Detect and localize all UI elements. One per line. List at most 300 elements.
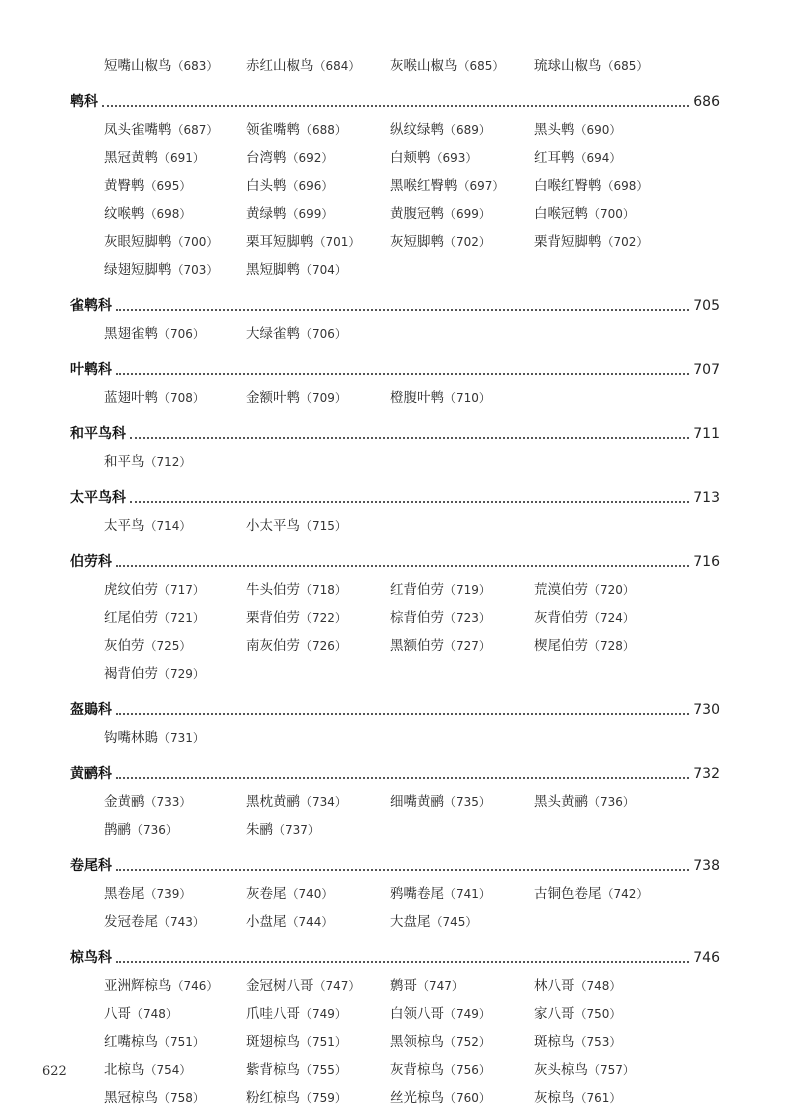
- paren-open: （: [444, 1007, 457, 1021]
- species-entry: [534, 228, 648, 256]
- species-name: 南灰伯劳: [246, 638, 300, 654]
- paren-open: （: [444, 235, 457, 249]
- species-entry: [104, 1084, 205, 1112]
- species-name: 白领八哥: [390, 1006, 444, 1022]
- paren-close: ）: [165, 1007, 178, 1021]
- paren-close: ）: [478, 235, 491, 249]
- species-name: 凤头雀嘴鹎: [104, 122, 172, 138]
- paren-open: （: [300, 391, 313, 405]
- paren-close: ）: [334, 123, 347, 137]
- species-name: 小盘尾: [246, 914, 287, 930]
- species-page-number: 702: [456, 235, 479, 249]
- species-page-number: 699: [456, 207, 479, 221]
- species-entry: [390, 880, 491, 908]
- paren-open: （: [158, 915, 171, 929]
- species-name: 灰眼短脚鹎: [104, 234, 172, 250]
- species-name: 纹喉鹎: [104, 206, 145, 222]
- paren-close: ）: [492, 179, 505, 193]
- species-name: 红嘴椋鸟: [104, 1034, 158, 1050]
- species-page-number: 727: [456, 639, 479, 653]
- dot-leader: [116, 961, 689, 963]
- species-name: 虎纹伯劳: [104, 582, 158, 598]
- species-entry: [246, 816, 320, 844]
- species-name: 白头鹎: [246, 178, 287, 194]
- species-name: 领雀嘴鹎: [246, 122, 300, 138]
- species-entry: [104, 972, 218, 1000]
- species-page-number: 685: [469, 59, 493, 73]
- family-heading: [70, 484, 720, 512]
- paren-open: （: [131, 1007, 144, 1021]
- species-name: 黑卷尾: [104, 886, 145, 902]
- paren-open: （: [588, 1063, 601, 1077]
- species-name: 白喉冠鹎: [534, 206, 588, 222]
- species-entry: [534, 576, 635, 604]
- family-page-number: 746: [693, 950, 720, 966]
- paren-open: （: [444, 391, 457, 405]
- paren-close: ）: [609, 1035, 622, 1049]
- species-row: [104, 256, 720, 284]
- species-entry: [534, 1056, 635, 1084]
- species-name: 短嘴山椒鸟: [104, 58, 172, 74]
- species-page-number: 736: [143, 823, 166, 837]
- species-entry: [390, 1056, 491, 1084]
- species-name: 白喉红臀鹎: [534, 178, 602, 194]
- species-page-number: 704: [312, 263, 335, 277]
- species-row: [104, 512, 720, 540]
- paren-close: ）: [321, 151, 334, 165]
- dot-leader: [116, 309, 689, 311]
- species-page-number: 724: [600, 611, 623, 625]
- species-page-number: 744: [298, 915, 322, 929]
- paren-open: （: [444, 1035, 457, 1049]
- species-name: 红背伯劳: [390, 582, 444, 598]
- paren-open: （: [430, 915, 443, 929]
- species-name: 黑头黄鹂: [534, 794, 588, 810]
- family-page-number: 716: [693, 554, 720, 570]
- species-name: 黑冠黄鹎: [104, 150, 158, 166]
- paren-close: ）: [478, 583, 491, 597]
- paren-open: （: [273, 823, 286, 837]
- species-row: [104, 1084, 720, 1112]
- species-entry: [246, 1056, 347, 1084]
- species-name: 琉球山椒鸟: [534, 58, 602, 74]
- species-entry: [246, 512, 347, 540]
- species-page-number: 748: [586, 979, 610, 993]
- species-page-number: 710: [456, 391, 479, 405]
- species-page-number: 701: [325, 235, 349, 249]
- family-name: 雀鹎科: [70, 298, 112, 314]
- species-page-number: 697: [469, 179, 493, 193]
- paren-open: （: [144, 207, 157, 221]
- species-name: 牛头伯劳: [246, 582, 300, 598]
- species-page-number: 689: [456, 123, 479, 137]
- species-page-number: 757: [600, 1063, 623, 1077]
- species-page-number: 694: [586, 151, 610, 165]
- species-name: 丝光椋鸟: [390, 1090, 444, 1106]
- species-entry: [390, 200, 491, 228]
- species-name: 赤红山椒鸟: [246, 58, 314, 74]
- species-page-number: 699: [298, 207, 322, 221]
- species-name: 鹩哥: [390, 978, 417, 994]
- paren-close: ）: [478, 207, 491, 221]
- species-entry: [534, 788, 635, 816]
- paren-close: ）: [179, 795, 192, 809]
- species-page-number: 741: [456, 887, 479, 901]
- species-row: [104, 116, 720, 144]
- paren-open: （: [158, 391, 171, 405]
- family-page-number: 738: [693, 858, 720, 874]
- species-page-number: 747: [325, 979, 349, 993]
- paren-open: （: [300, 639, 313, 653]
- paren-close: ）: [206, 59, 219, 73]
- species-page-number: 737: [285, 823, 308, 837]
- species-name: 钩嘴林鵙: [104, 730, 158, 746]
- species-page-number: 698: [613, 179, 637, 193]
- species-row: [104, 52, 720, 80]
- species-page-number: 749: [312, 1007, 335, 1021]
- paren-close: ）: [478, 639, 491, 653]
- paren-open: （: [300, 1035, 313, 1049]
- species-page-number: 735: [456, 795, 479, 809]
- species-entry: [104, 632, 191, 660]
- species-name: 绿翅短脚鹎: [104, 262, 172, 278]
- species-page-number: 700: [600, 207, 623, 221]
- species-page-number: 756: [456, 1063, 479, 1077]
- paren-open: （: [313, 59, 326, 73]
- family-heading: [70, 760, 720, 788]
- paren-close: ）: [179, 639, 192, 653]
- species-entry: [246, 576, 347, 604]
- species-row: [104, 228, 720, 256]
- species-name: 黑冠椋鸟: [104, 1090, 158, 1106]
- paren-open: （: [286, 207, 299, 221]
- species-page-number: 747: [429, 979, 452, 993]
- paren-close: ）: [179, 207, 192, 221]
- paren-close: ）: [636, 887, 649, 901]
- paren-close: ）: [478, 887, 491, 901]
- species-name: 灰背伯劳: [534, 610, 588, 626]
- paren-close: ）: [609, 123, 622, 137]
- paren-close: ）: [206, 235, 219, 249]
- species-entry: [534, 1084, 621, 1112]
- paren-open: （: [574, 979, 587, 993]
- paren-open: （: [574, 1007, 587, 1021]
- species-entry: [534, 1000, 621, 1028]
- paren-close: ）: [465, 915, 478, 929]
- paren-open: （: [457, 59, 470, 73]
- family-name: 太平鸟科: [70, 490, 126, 506]
- paren-close: ）: [334, 639, 347, 653]
- paren-close: ）: [478, 1091, 491, 1105]
- species-row: [104, 1056, 720, 1084]
- species-entry: [246, 144, 333, 172]
- family-heading: [70, 852, 720, 880]
- species-name: 蓝翅叶鹎: [104, 390, 158, 406]
- species-name: 橙腹叶鹎: [390, 390, 444, 406]
- family-name: 盔鵙科: [70, 702, 112, 718]
- paren-close: ）: [609, 979, 622, 993]
- species-name: 发冠卷尾: [104, 914, 158, 930]
- paren-close: ）: [192, 667, 205, 681]
- paren-open: （: [158, 1091, 171, 1105]
- species-entry: [534, 200, 635, 228]
- paren-open: （: [286, 887, 299, 901]
- species-entry: [246, 632, 347, 660]
- species-page-number: 743: [170, 915, 193, 929]
- species-entry: [104, 116, 218, 144]
- species-name: 亚洲辉椋鸟: [104, 978, 172, 994]
- species-page-number: 709: [312, 391, 335, 405]
- paren-close: ）: [179, 179, 192, 193]
- species-name: 金冠树八哥: [246, 978, 314, 994]
- species-page-number: 708: [170, 391, 193, 405]
- species-row: [104, 172, 720, 200]
- species-page-number: 683: [183, 59, 207, 73]
- paren-open: （: [300, 1007, 313, 1021]
- species-name: 家八哥: [534, 1006, 575, 1022]
- paren-open: （: [300, 611, 313, 625]
- paren-open: （: [300, 327, 313, 341]
- species-entry: [534, 972, 621, 1000]
- species-name: 大盘尾: [390, 914, 431, 930]
- species-entry: [104, 908, 205, 936]
- species-page-number: 719: [456, 583, 479, 597]
- paren-close: ）: [179, 887, 192, 901]
- paren-open: （: [300, 1091, 313, 1105]
- species-row: [104, 576, 720, 604]
- paren-close: ）: [179, 519, 192, 533]
- species-page-number: 723: [456, 611, 479, 625]
- species-name: 爪哇八哥: [246, 1006, 300, 1022]
- species-entry: [104, 384, 205, 412]
- species-entry: [390, 144, 477, 172]
- species-name: 金黄鹂: [104, 794, 145, 810]
- species-entry: [104, 724, 205, 752]
- paren-open: （: [300, 795, 313, 809]
- species-page-number: 720: [600, 583, 623, 597]
- paren-open: （: [144, 179, 157, 193]
- paren-open: （: [171, 263, 184, 277]
- paren-open: （: [158, 667, 171, 681]
- species-name: 鸦嘴卷尾: [390, 886, 444, 902]
- species-row: [104, 320, 720, 348]
- paren-open: （: [444, 795, 457, 809]
- dot-leader: [116, 565, 689, 567]
- species-name: 灰头椋鸟: [534, 1062, 588, 1078]
- paren-open: （: [574, 1035, 587, 1049]
- species-name: 白颊鹎: [390, 150, 431, 166]
- species-name: 楔尾伯劳: [534, 638, 588, 654]
- paren-close: ）: [451, 979, 464, 993]
- paren-close: ）: [465, 151, 478, 165]
- species-name: 褐背伯劳: [104, 666, 158, 682]
- species-entry: [104, 660, 205, 688]
- paren-close: ）: [636, 179, 649, 193]
- paren-open: （: [144, 455, 157, 469]
- paren-open: （: [430, 151, 443, 165]
- species-entry: [246, 172, 333, 200]
- paren-close: ）: [622, 611, 635, 625]
- species-entry: [246, 880, 333, 908]
- paren-open: （: [574, 123, 587, 137]
- paren-close: ）: [192, 611, 205, 625]
- paren-open: （: [158, 731, 171, 745]
- paren-close: ）: [478, 1063, 491, 1077]
- species-entry: [246, 256, 347, 284]
- paren-close: ）: [334, 1007, 347, 1021]
- species-entry: [104, 448, 191, 476]
- species-entry: [104, 200, 191, 228]
- paren-close: ）: [179, 1063, 192, 1077]
- paren-close: ）: [192, 1035, 205, 1049]
- species-row: [104, 448, 720, 476]
- paren-open: （: [144, 519, 157, 533]
- species-page-number: 745: [442, 915, 466, 929]
- species-name: 棕背伯劳: [390, 610, 444, 626]
- paren-open: （: [588, 795, 601, 809]
- paren-close: ）: [478, 795, 491, 809]
- species-name: 纵纹绿鹎: [390, 122, 444, 138]
- species-row: [104, 816, 720, 844]
- species-page-number: 749: [456, 1007, 479, 1021]
- species-entry: [390, 52, 504, 80]
- paren-open: （: [171, 123, 184, 137]
- species-name: 台湾鹎: [246, 150, 287, 166]
- paren-open: （: [417, 979, 430, 993]
- species-name: 小太平鸟: [246, 518, 300, 534]
- dot-leader: [102, 105, 689, 107]
- species-name: 古铜色卷尾: [534, 886, 602, 902]
- species-page-number: 751: [170, 1035, 193, 1049]
- species-entry: [534, 144, 621, 172]
- species-name: 栗背伯劳: [246, 610, 300, 626]
- species-page-number: 688: [312, 123, 335, 137]
- paren-close: ）: [206, 979, 219, 993]
- species-entry: [104, 228, 218, 256]
- species-name: 细嘴黄鹂: [390, 794, 444, 810]
- species-row: [104, 200, 720, 228]
- species-name: 八哥: [104, 1006, 131, 1022]
- species-entry: [246, 320, 347, 348]
- paren-open: （: [286, 179, 299, 193]
- paren-open: （: [286, 151, 299, 165]
- paren-close: ）: [478, 1007, 491, 1021]
- species-entry: [390, 1000, 491, 1028]
- species-name: 红尾伯劳: [104, 610, 158, 626]
- paren-close: ）: [348, 979, 361, 993]
- family-heading: [70, 292, 720, 320]
- family-name: 卷尾科: [70, 858, 112, 874]
- family-name: 和平鸟科: [70, 426, 126, 442]
- species-entry: [104, 320, 205, 348]
- paren-close: ）: [165, 823, 178, 837]
- dot-leader: [130, 501, 689, 503]
- species-page-number: 728: [600, 639, 623, 653]
- paren-close: ）: [334, 1063, 347, 1077]
- species-name: 黄绿鹎: [246, 206, 287, 222]
- species-page-number: 752: [456, 1035, 479, 1049]
- species-name: 林八哥: [534, 978, 575, 994]
- species-page-number: 702: [613, 235, 637, 249]
- species-page-number: 687: [183, 123, 207, 137]
- family-page-number: 711: [693, 426, 720, 442]
- species-row: [104, 632, 720, 660]
- paren-close: ）: [348, 235, 361, 249]
- paren-close: ）: [622, 639, 635, 653]
- dot-leader: [130, 437, 689, 439]
- species-name: 灰短脚鹎: [390, 234, 444, 250]
- species-name: 黄臀鹎: [104, 178, 145, 194]
- paren-open: （: [601, 179, 614, 193]
- species-name: 灰喉山椒鸟: [390, 58, 458, 74]
- paren-open: （: [444, 1091, 457, 1105]
- species-name: 黑枕黄鹂: [246, 794, 300, 810]
- family-page-number: 732: [693, 766, 720, 782]
- paren-open: （: [313, 979, 326, 993]
- species-page-number: 714: [156, 519, 180, 533]
- species-name: 粉红椋鸟: [246, 1090, 300, 1106]
- species-page-number: 760: [456, 1091, 479, 1105]
- paren-open: （: [574, 1091, 587, 1105]
- species-entry: [390, 972, 464, 1000]
- species-name: 栗耳短脚鹎: [246, 234, 314, 250]
- species-entry: [104, 880, 191, 908]
- paren-close: ）: [192, 731, 205, 745]
- species-page-number: 703: [183, 263, 207, 277]
- paren-close: ）: [334, 583, 347, 597]
- species-page-number: 721: [170, 611, 193, 625]
- paren-close: ）: [192, 151, 205, 165]
- species-entry: [104, 576, 205, 604]
- paren-close: ）: [622, 207, 635, 221]
- paren-close: ）: [478, 1035, 491, 1049]
- species-entry: [104, 1028, 205, 1056]
- paren-close: ）: [492, 59, 505, 73]
- species-row: [104, 660, 720, 688]
- species-row: [104, 384, 720, 412]
- paren-open: （: [444, 639, 457, 653]
- paren-close: ）: [321, 179, 334, 193]
- species-entry: [104, 788, 191, 816]
- paren-close: ）: [636, 59, 649, 73]
- paren-open: （: [601, 887, 614, 901]
- paren-open: （: [444, 583, 457, 597]
- dot-leader: [116, 713, 689, 715]
- paren-open: （: [171, 59, 184, 73]
- paren-close: ）: [636, 235, 649, 249]
- paren-close: ）: [192, 583, 205, 597]
- paren-open: （: [144, 795, 157, 809]
- family-name: 黄鹂科: [70, 766, 112, 782]
- species-entry: [246, 1084, 347, 1112]
- paren-open: （: [158, 583, 171, 597]
- species-entry: [246, 1028, 347, 1056]
- species-entry: [104, 256, 218, 284]
- species-entry: [534, 604, 635, 632]
- family-heading: [70, 548, 720, 576]
- species-page-number: 718: [312, 583, 335, 597]
- species-entry: [534, 116, 621, 144]
- dot-leader: [116, 373, 689, 375]
- species-entry: [390, 788, 491, 816]
- species-page-number: 725: [156, 639, 180, 653]
- paren-close: ）: [179, 455, 192, 469]
- species-entry: [534, 172, 648, 200]
- family-heading: [70, 944, 720, 972]
- species-page-number: 754: [156, 1063, 180, 1077]
- species-entry: [246, 972, 360, 1000]
- paren-open: （: [158, 151, 171, 165]
